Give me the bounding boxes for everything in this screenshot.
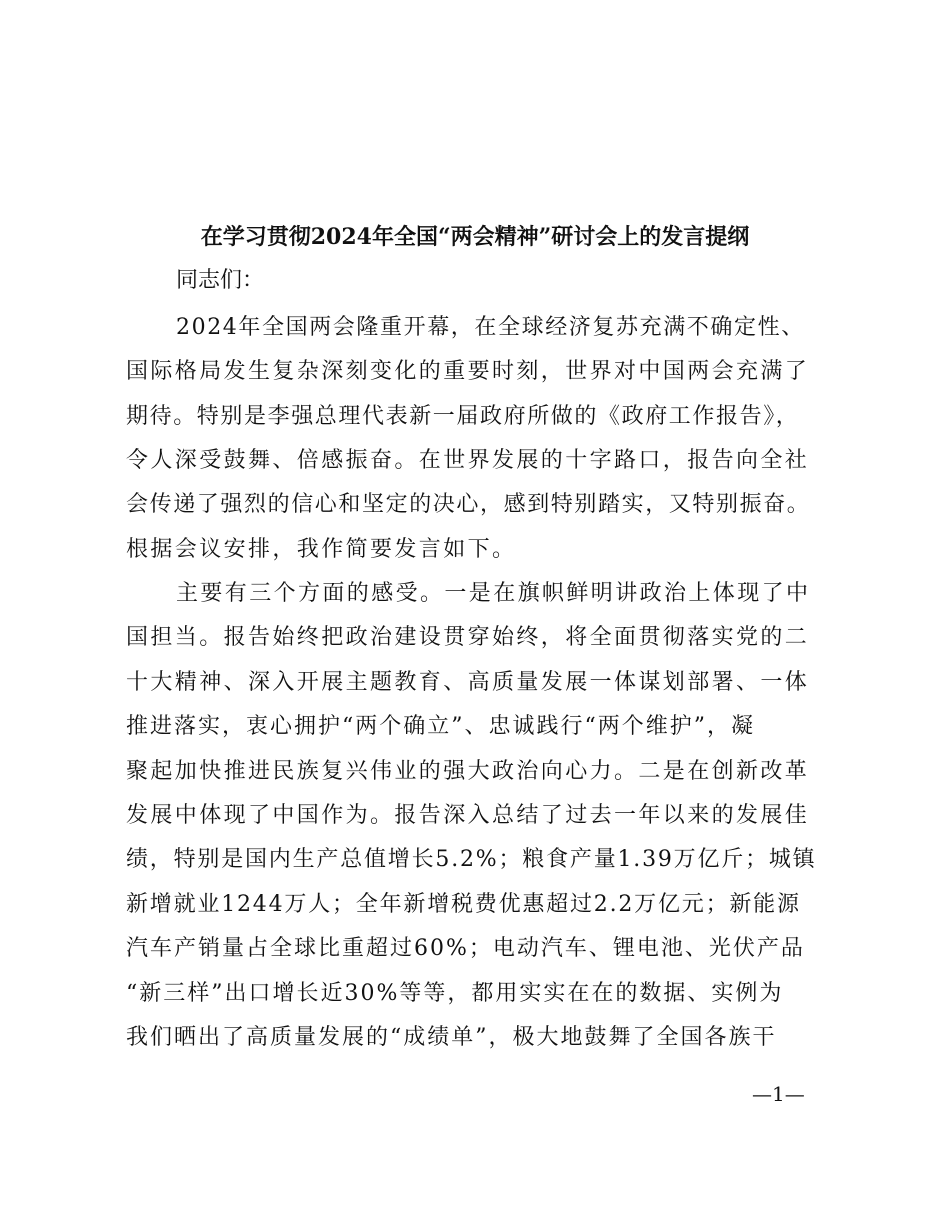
page-number: —1— bbox=[752, 1082, 805, 1106]
paragraph-line: 根据会议安排，我作简要发言如下。 bbox=[126, 537, 517, 562]
paragraph-line: 新增就业1244万人；全年新增税费优惠超过2.2万亿元；新能源 bbox=[126, 892, 801, 917]
paragraph-line: 我们晒出了高质量发展的“成绩单”，极大地鼓舞了全国各族干 bbox=[126, 1025, 777, 1050]
paragraph-line: 十大精神、深入开展主题教育、高质量发展一体谋划部署、一体 bbox=[126, 670, 810, 695]
paragraph-line: 发展中体现了中国作为。报告深入总结了过去一年以来的发展佳 bbox=[126, 803, 810, 828]
paragraph-line: 2024年全国两会隆重开幕，在全球经济复苏充满不确定性、 bbox=[176, 315, 805, 340]
paragraph-line: 国际格局发生复杂深刻变化的重要时刻，世界对中国两会充满了 bbox=[126, 359, 810, 384]
paragraph-line: 令人深受鼓舞、倍感振奋。在世界发展的十字路口，报告向全社 bbox=[126, 448, 810, 473]
paragraph-line: 聚起加快推进民族复兴伟业的强大政治向心力。二是在创新改革 bbox=[126, 759, 810, 784]
paragraph-line: 国担当。报告始终把政治建设贯穿始终，将全面贯彻落实党的二 bbox=[126, 625, 810, 650]
paragraph-line: 汽车产销量占全球比重超过60%；电动汽车、锂电池、光伏产品 bbox=[126, 936, 805, 961]
paragraph-line: 主要有三个方面的感受。一是在旗帜鲜明讲政治上体现了中 bbox=[176, 581, 811, 606]
paragraph-line: “新三样”出口增长近30%等等，都用实实在在的数据、实例为 bbox=[126, 981, 784, 1006]
paragraph-line: 会传递了强烈的信心和坚定的决心，感到特别踏实，又特别振奋。 bbox=[126, 492, 811, 517]
document-title: 在学习贯彻2024年全国“两会精神”研讨会上的发言提纲 bbox=[200, 224, 750, 250]
paragraph-line: 期待。特别是李强总理代表新一届政府所做的《政府工作报告》， bbox=[126, 404, 800, 429]
salutation: 同志们： bbox=[176, 268, 265, 293]
paragraph-line: 推进落实，衷心拥护“两个确立”、忠诚践行“两个维护”，凝 bbox=[126, 714, 755, 739]
paragraph-line: 绩，特别是国内生产总值增长5.2%；粮食产量1.39万亿斤；城镇 bbox=[126, 847, 817, 872]
